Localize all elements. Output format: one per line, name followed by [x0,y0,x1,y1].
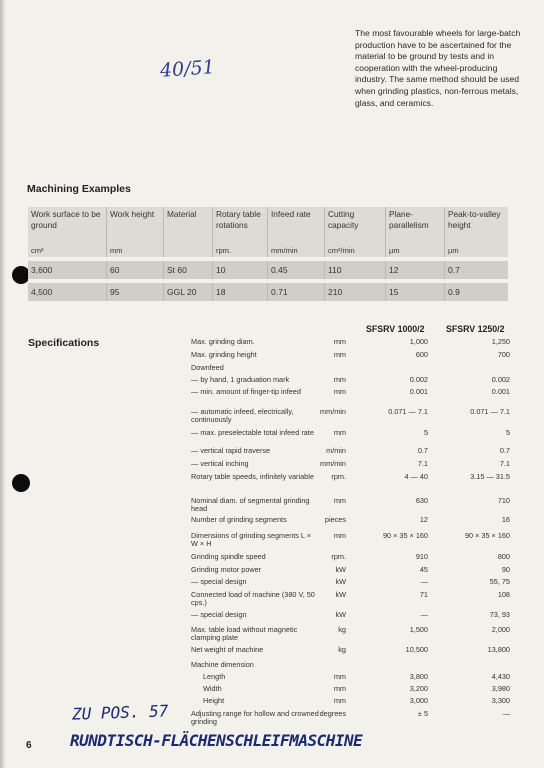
spec-unit: mm [333,684,346,693]
intro-paragraph: The most favourable wheels for large-batch production have to be ascertained for the material to be ground by tests and in cooperation with the wheel-producing industry. The same method should be used when grinding plastics, non-ferrous metals, glass, and ceramics. [355,28,521,108]
spec-value-1000: — [420,577,428,586]
spec-unit: pieces [324,515,346,524]
table-cell: 210 [325,283,386,301]
spec-unit: mm [333,696,346,705]
spec-unit: mm [333,428,346,437]
page-number: 6 [26,740,32,751]
table-cell: 95 [107,283,164,301]
spec-value-1000: 4 — 40 [404,472,428,481]
spec-label: Width [203,684,222,693]
spec-label: Adjusting range for hollow and crowned grinding [191,709,319,727]
spec-value-1000: 3,800 [409,672,428,681]
spec-unit: mm/min [320,407,346,416]
spec-label: — vertical inching [191,459,249,468]
table-cell: 18 [213,283,268,301]
spec-unit: rpm. [331,472,346,481]
model-header: SFSRV 1000/2 [366,324,425,334]
spec-unit: m/min [326,446,346,455]
table-header-row [28,207,508,245]
table-unit-cell: cm² [28,245,107,257]
table-cell: 110 [325,261,386,279]
table-cell: St 60 [164,261,213,279]
spec-label: Max. grinding diam. [191,337,255,346]
table-unit-row [28,245,508,257]
table-header-cell: Material [164,207,213,245]
spec-label: — automatic infeed, electrically, continuously [191,407,294,425]
table-header-cell: Work surface to be ground [28,207,107,245]
spec-label: Max. table load without magnetic clamping plate [191,625,298,643]
machining-examples-table [28,207,508,301]
table-header-cell: Plane-parallelism [386,207,445,245]
spec-value-1250: 55, 75 [489,577,510,586]
spec-value-1000: 90 × 35 × 160 [382,531,428,540]
spec-value-1250: 0.002 [491,375,510,384]
spec-unit: degrees [319,709,346,718]
spec-label: — by hand, 1 graduation mark [191,375,290,384]
table-header-cell: Cutting capacity [325,207,386,245]
spec-value-1000: 12 [419,515,428,524]
spec-label: — special design [191,577,247,586]
handwritten-note: RUNDTISCH-FLÄCHENSCHLEIFMASCHINE [70,731,363,750]
spec-unit: mm [333,375,346,384]
table-unit-cell: rpm. [213,245,268,257]
spec-value-1000: 600 [415,350,428,359]
spec-unit: kg [338,645,346,654]
table-unit-cell: mm/min [268,245,325,257]
spec-unit: mm [333,672,346,681]
table-unit-cell: mm [107,245,164,257]
spec-value-1250: 3,300 [491,696,510,705]
spec-value-1000: 0.001 [409,387,428,396]
spec-label: Machine dimension [191,660,254,669]
spec-value-1250: 0.001 [491,387,510,396]
table-header-cell: Work height [107,207,164,245]
table-header-cell: Rotary table rotations [213,207,268,245]
table-row [28,283,508,301]
spec-value-1000: 0.7 [417,446,428,455]
spec-label: Connected load of machine (380 V, 50 cps.) [191,590,315,608]
spec-value-1000: 71 [419,590,428,599]
spec-value-1000: 910 [415,552,428,561]
table-cell: 0.45 [268,261,325,279]
spec-unit: mm [333,337,346,346]
spec-value-1250: 108 [497,590,510,599]
spec-label: Grinding spindle speed [191,552,266,561]
spec-label: Max. grinding height [191,350,257,359]
spec-value-1250: 4,430 [491,672,510,681]
spec-value-1000: — [420,610,428,619]
spec-label: — min. amount of finger-tip infeed [191,387,301,396]
spec-value-1250: 90 [501,565,510,574]
table-header-cell: Peak-to-valley height [445,207,509,245]
table-unit-cell: cm²/min [325,245,386,257]
spec-value-1000: 630 [415,496,428,505]
spec-label: Length [203,672,226,681]
table-cell: 0.7 [445,261,509,279]
table-cell: GGL 20 [164,283,213,301]
table-cell: 15 [386,283,445,301]
spec-value-1250: 13,800 [487,645,510,654]
spec-label: — special design [191,610,247,619]
spec-label: Net weight of machine [191,645,264,654]
spec-unit: kW [335,577,346,586]
handwritten-note: ZU POS. 57 [71,701,169,724]
spec-value-1000: 3,000 [409,696,428,705]
spec-value-1000: 1,500 [409,625,428,634]
spec-label: Nominal diam. of segmental grinding head [191,496,310,514]
spec-label: Dimensions of grinding segments L × W × H [191,531,311,549]
handwritten-page-number: 40/51 [159,56,216,82]
spec-value-1250: 5 [505,428,510,437]
spec-value-1250: 3.15 — 31.5 [470,472,510,481]
machining-examples-title: Machining Examples [27,183,131,195]
model-header: SFSRV 1250/2 [446,324,505,334]
table-cell: 0.9 [445,283,509,301]
spec-unit: rpm. [331,552,346,561]
punch-hole [12,474,30,492]
spec-unit: mm/min [320,459,346,468]
spec-unit: kW [335,610,346,619]
spec-value-1250: 16 [501,515,510,524]
table-cell: 0.71 [268,283,325,301]
spec-value-1250: 0.7 [499,446,510,455]
table-cell: 10 [213,261,268,279]
spec-unit: mm [333,387,346,396]
table-header-cell: Infeed rate [268,207,325,245]
spec-label: Grinding motor power [191,565,262,574]
spec-value-1250: — [502,709,510,718]
spec-value-1000: 0.071 — 7.1 [388,407,428,416]
spec-unit: kW [335,590,346,599]
table-unit-cell: µm [445,245,509,257]
table-cell: 4,500 [28,283,107,301]
spec-value-1250: 2,000 [491,625,510,634]
table-unit-cell: µm [386,245,445,257]
spec-value-1000: 0.002 [409,375,428,384]
spec-value-1000: 10,500 [405,645,428,654]
table-cell: 12 [386,261,445,279]
page-edge-shadow [0,0,6,768]
spec-value-1250: 700 [497,350,510,359]
spec-value-1250: 73, 93 [489,610,510,619]
spec-unit: kg [338,625,346,634]
table-row [28,261,508,279]
spec-unit: mm [333,496,346,505]
table-cell: 60 [107,261,164,279]
spec-unit: mm [333,350,346,359]
spec-value-1000: 5 [423,428,428,437]
spec-value-1000: 3,200 [409,684,428,693]
spec-value-1250: 1,250 [491,337,510,346]
specifications-title: Specifications [28,337,100,349]
spec-label: Rotary table speeds, infinitely variable [191,472,314,481]
table-cell: 3,600 [28,261,107,279]
spec-label: Height [203,696,225,705]
spec-value-1250: 710 [497,496,510,505]
spec-unit: mm [333,531,346,540]
spec-value-1000: 7.1 [417,459,428,468]
spec-label: Number of grinding segments [191,515,287,524]
spec-value-1250: 90 × 35 × 160 [464,531,510,540]
spec-value-1000: 45 [419,565,428,574]
spec-value-1000: 1,000 [409,337,428,346]
spec-label: — max. preselectable total infeed rate [191,428,314,437]
spec-label: Downfeed [191,363,224,372]
spec-value-1250: 7.1 [499,459,510,468]
spec-value-1000: ± 5 [417,709,428,718]
spec-label: — vertical rapid traverse [191,446,271,455]
spec-value-1250: 0.071 — 7.1 [470,407,510,416]
spec-value-1250: 3,980 [491,684,510,693]
spec-unit: kW [335,565,346,574]
table-unit-cell [164,245,213,257]
spec-value-1250: 800 [497,552,510,561]
